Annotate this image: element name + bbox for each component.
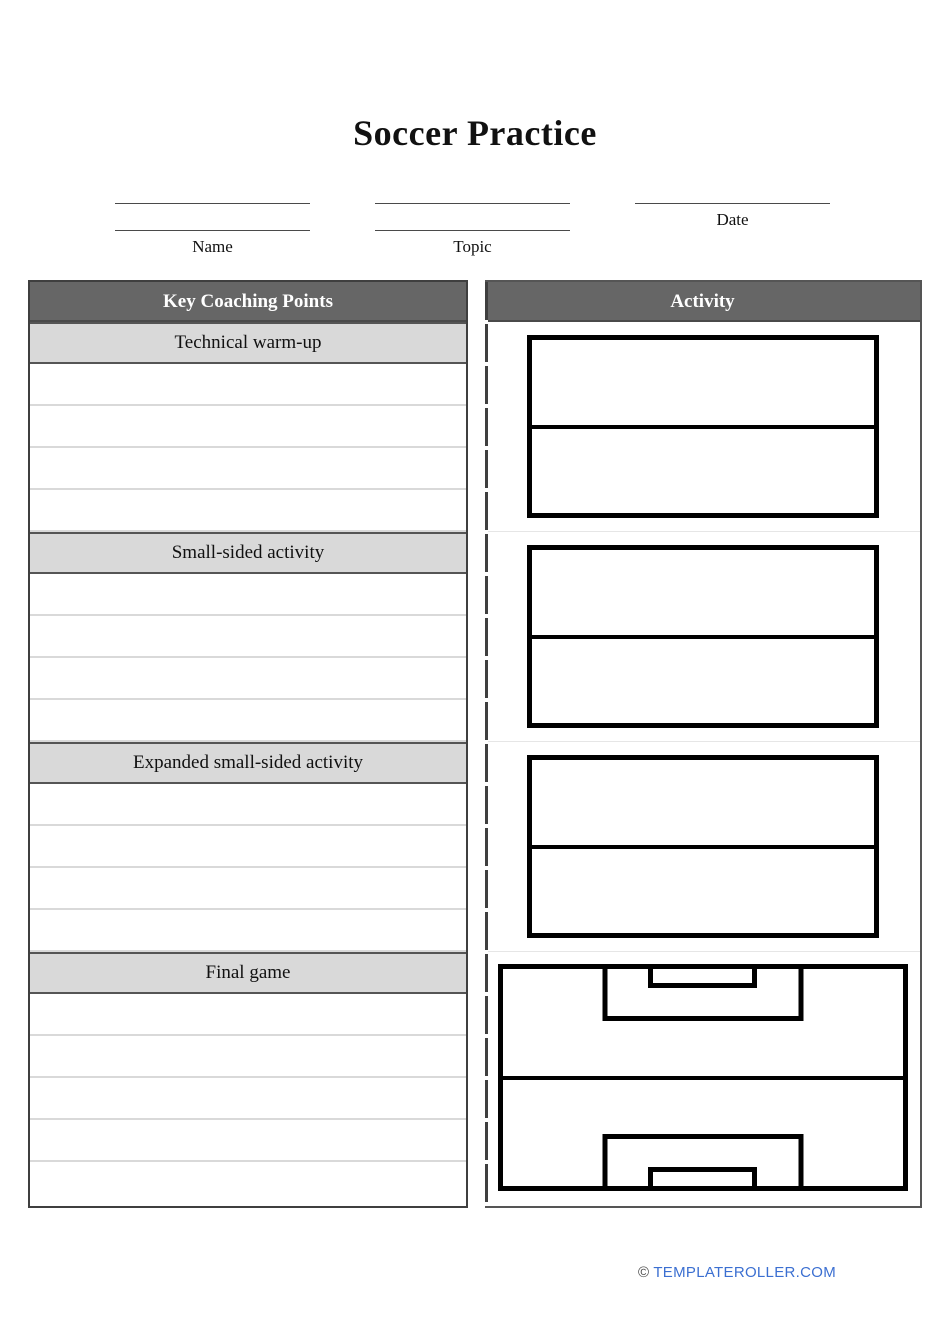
- topic-field: [375, 195, 570, 257]
- blank-coaching-point-row[interactable]: [30, 574, 466, 616]
- halfway-line: [503, 1076, 903, 1080]
- blank-coaching-point-row[interactable]: [30, 1078, 466, 1120]
- blank-coaching-point-row[interactable]: [30, 1120, 466, 1162]
- key-coaching-points-column: [28, 280, 468, 1208]
- pitch-divider-line: [532, 845, 874, 849]
- half-split-pitch-diagram: [527, 545, 879, 728]
- name-label: Name: [192, 237, 233, 256]
- blank-coaching-point-row[interactable]: [30, 700, 466, 742]
- blank-coaching-point-row[interactable]: [30, 868, 466, 910]
- topic-input-line-2[interactable]: [375, 230, 570, 231]
- soccer-field-diagram: [498, 964, 908, 1191]
- section-title: Technical warm-up: [30, 322, 466, 364]
- blank-coaching-point-row[interactable]: [30, 994, 466, 1036]
- date-input-line[interactable]: [635, 203, 830, 204]
- page-title: Soccer Practice: [353, 113, 597, 153]
- section-block: [30, 952, 466, 1204]
- activity-cell[interactable]: [485, 322, 920, 532]
- blank-coaching-point-row[interactable]: [30, 826, 466, 868]
- half-split-pitch-diagram: [527, 755, 879, 938]
- penalty-box-bottom: [602, 1134, 803, 1186]
- activity-column: [485, 280, 922, 1208]
- copyright-symbol: ©: [637, 1264, 650, 1281]
- pitch-divider-line: [532, 425, 874, 429]
- blank-coaching-point-row[interactable]: [30, 910, 466, 952]
- activity-cell[interactable]: [485, 742, 920, 952]
- section-title: Final game: [30, 952, 466, 994]
- blank-coaching-point-row[interactable]: [30, 784, 466, 826]
- goal-box-bottom: [648, 1167, 757, 1186]
- half-split-pitch-diagram: [527, 335, 879, 518]
- penalty-box-top: [602, 969, 803, 1021]
- section-block: [30, 532, 466, 742]
- blank-coaching-point-row[interactable]: [30, 406, 466, 448]
- activity-cell[interactable]: [485, 952, 920, 1204]
- blank-coaching-point-row[interactable]: [30, 448, 466, 490]
- blank-coaching-point-row[interactable]: [30, 490, 466, 532]
- section-block: [30, 322, 466, 532]
- activity-cell[interactable]: [485, 532, 920, 742]
- footer: [638, 1264, 836, 1281]
- section-title: Expanded small-sided activity: [30, 742, 466, 784]
- topic-label: Topic: [453, 237, 492, 256]
- activity-header: Activity: [485, 282, 920, 322]
- name-field: [115, 195, 310, 257]
- blank-coaching-point-row[interactable]: [30, 616, 466, 658]
- blank-coaching-point-row[interactable]: [30, 1162, 466, 1204]
- section-title: Small-sided activity: [30, 532, 466, 574]
- name-input-line-1[interactable]: [115, 203, 310, 204]
- pitch-divider-line: [532, 635, 874, 639]
- key-coaching-points-header: Key Coaching Points: [30, 282, 466, 322]
- blank-coaching-point-row[interactable]: [30, 1036, 466, 1078]
- date-field: [635, 195, 830, 257]
- blank-coaching-point-row[interactable]: [30, 658, 466, 700]
- topic-input-line-1[interactable]: [375, 203, 570, 204]
- templateroller-link[interactable]: TEMPLATEROLLER.COM: [653, 1264, 836, 1281]
- name-input-line-2[interactable]: [115, 230, 310, 231]
- goal-box-top: [648, 969, 757, 988]
- section-block: [30, 742, 466, 952]
- header-fields: [115, 195, 830, 257]
- practice-plan-table: [28, 280, 922, 1208]
- date-label: Date: [716, 210, 749, 229]
- blank-coaching-point-row[interactable]: [30, 364, 466, 406]
